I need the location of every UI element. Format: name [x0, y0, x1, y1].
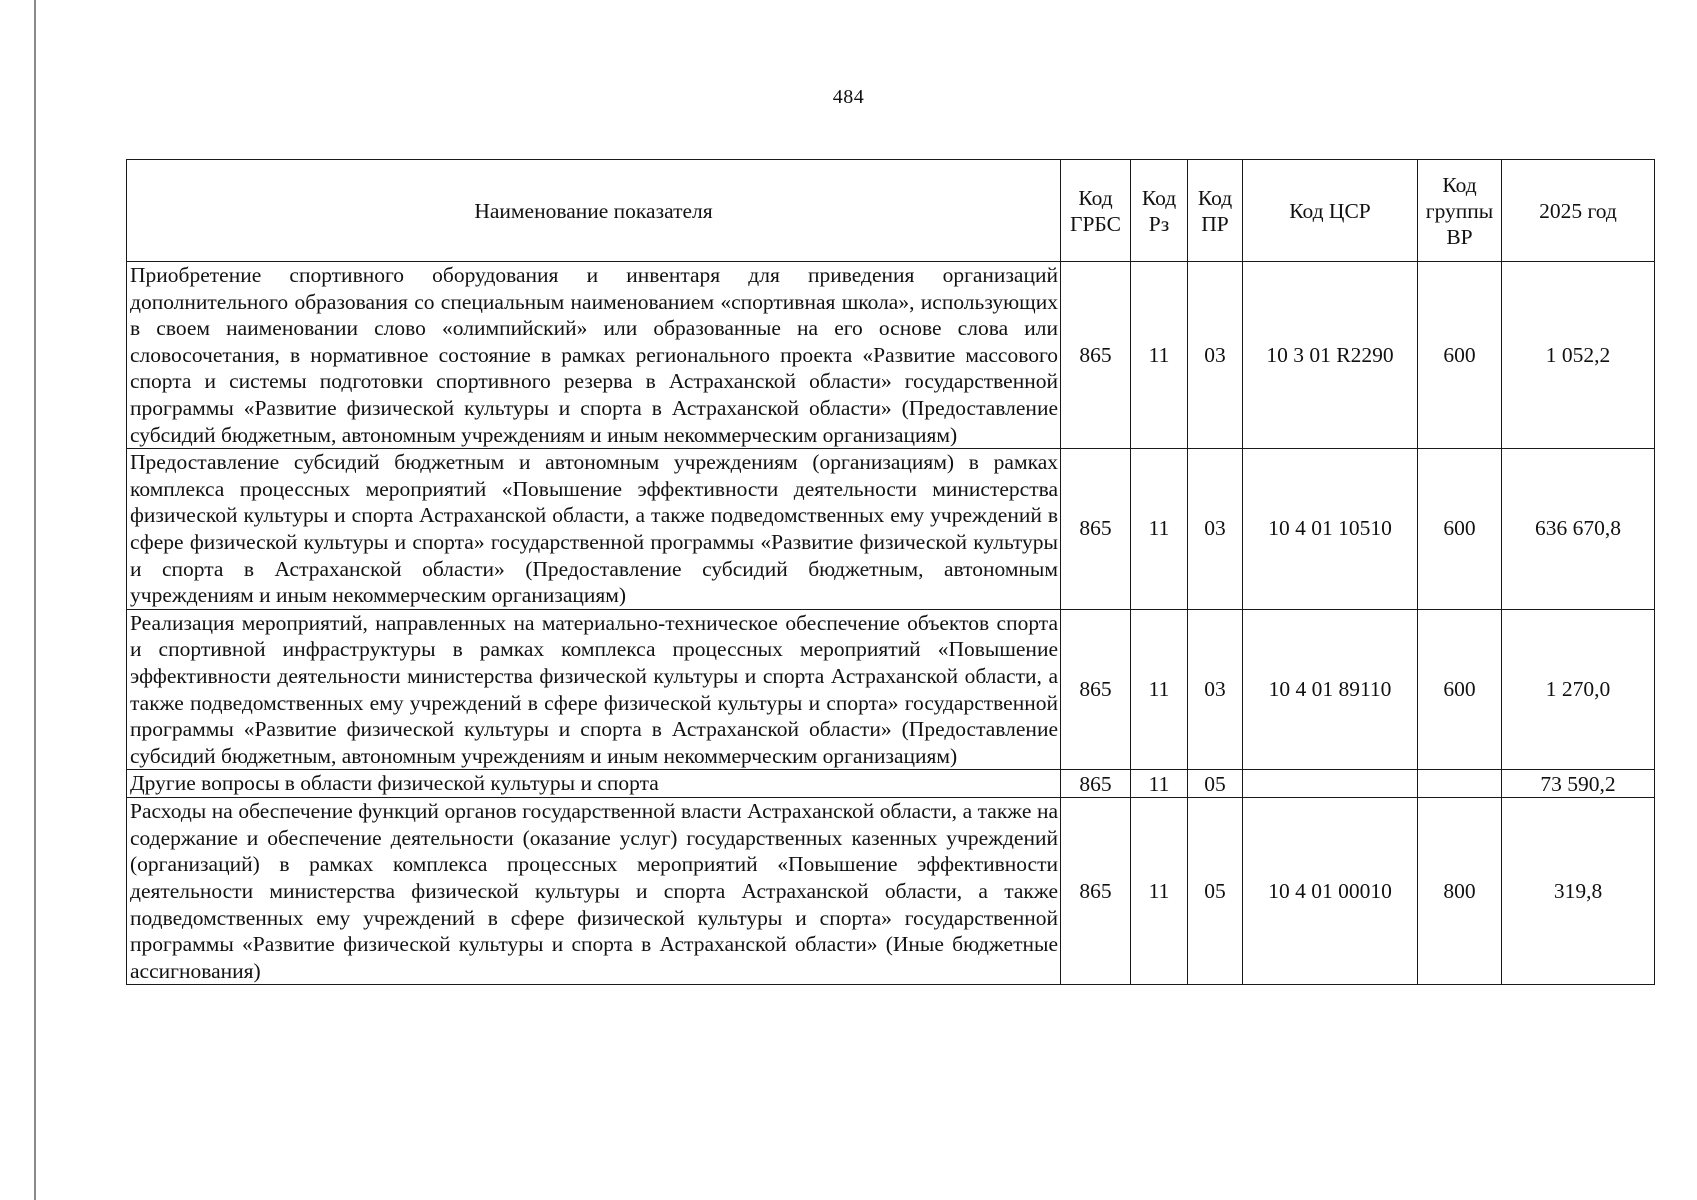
- header-name: Наименование показателя: [127, 160, 1061, 262]
- row-csr: 10 4 01 00010: [1243, 798, 1418, 985]
- row-name: Расходы на обеспечение функций органов государственной власти Астраханской области, а также на содержание и обеспечение деятельности (оказание услуг) государственных казенных учреждений (организаций) в рамках комплекса процессных мероприятий «Повышение эффективности деятельности министерства физической культуры и спорта Астраханской области, а также подведомственных ему учреждений в сфере физической культуры и спорта» государственной программы «Развитие физической культуры и спорта в Астраханской области» (Иные бюджетные ассигнования): [127, 798, 1061, 985]
- row-vr: 600: [1418, 609, 1502, 770]
- row-rz: 11: [1131, 798, 1188, 985]
- row-vr: 800: [1418, 798, 1502, 985]
- row-name: Приобретение спортивного оборудования и инвентаря для приведения организаций дополнительного образования со специальным наименованием «спортивная школа», использующих в своем наименовании слово «олимпийский» или образованные на его основе слова или словосочетания, в нормативное состояние в рамках регионального проекта «Развитие массового спорта и системы подготовки спортивного резерва в Астраханской области» государственной программы «Развитие физической культуры и спорта в Астраханской области» (Предоставление субсидий бюджетным, автономным учреждениям и иным некоммерческим организациям): [127, 262, 1061, 449]
- row-amount: 636 670,8: [1502, 449, 1655, 610]
- row-grbs: 865: [1061, 770, 1131, 798]
- row-rz: 11: [1131, 449, 1188, 610]
- row-csr: 10 4 01 10510: [1243, 449, 1418, 610]
- header-csr: Код ЦСР: [1243, 160, 1418, 262]
- row-csr: [1243, 770, 1418, 798]
- row-vr: [1418, 770, 1502, 798]
- row-pr: 03: [1188, 262, 1243, 449]
- row-csr: 10 3 01 R2290: [1243, 262, 1418, 449]
- row-csr: 10 4 01 89110: [1243, 609, 1418, 770]
- row-rz: 11: [1131, 770, 1188, 798]
- table-header-row: [127, 160, 1655, 262]
- row-grbs: 865: [1061, 262, 1131, 449]
- row-pr: 05: [1188, 770, 1243, 798]
- header-grbs: Код ГРБС: [1061, 160, 1131, 262]
- header-vr: Код группы ВР: [1418, 160, 1502, 262]
- table-row: [127, 770, 1655, 798]
- row-amount: 1 270,0: [1502, 609, 1655, 770]
- table-row: [127, 609, 1655, 770]
- row-amount: 319,8: [1502, 798, 1655, 985]
- row-amount: 73 590,2: [1502, 770, 1655, 798]
- header-pr: Код ПР: [1188, 160, 1243, 262]
- row-pr: 03: [1188, 449, 1243, 610]
- row-vr: 600: [1418, 449, 1502, 610]
- row-pr: 03: [1188, 609, 1243, 770]
- row-name: Другие вопросы в области физической культуры и спорта: [127, 770, 1061, 798]
- header-year: 2025 год: [1502, 160, 1655, 262]
- row-grbs: 865: [1061, 449, 1131, 610]
- row-grbs: 865: [1061, 798, 1131, 985]
- page-number: 484: [832, 86, 865, 108]
- scan-edge-line: [34, 0, 36, 1200]
- budget-table: [126, 159, 1655, 985]
- table-row: [127, 798, 1655, 985]
- table-row: [127, 262, 1655, 449]
- row-rz: 11: [1131, 609, 1188, 770]
- row-rz: 11: [1131, 262, 1188, 449]
- row-amount: 1 052,2: [1502, 262, 1655, 449]
- row-pr: 05: [1188, 798, 1243, 985]
- row-name: Реализация мероприятий, направленных на материально-техническое обеспечение объектов спорта и спортивной инфраструктуры в рамках комплекса процессных мероприятий «Повышение эффективности деятельности министерства физической культуры и спорта Астраханской области, а также подведомственных ему учреждений в сфере физической культуры и спорта» государственной программы «Развитие физической культуры и спорта в Астраханской области» (Предоставление субсидий бюджетным, автономным учреждениям и иным некоммерческим организациям): [127, 609, 1061, 770]
- row-name: Предоставление субсидий бюджетным и автономным учреждениям (организациям) в рамках комплекса процессных мероприятий «Повышение эффективности деятельности министерства физической культуры и спорта Астраханской области, а также подведомственных ему учреждений в сфере физической культуры и спорта» государственной программы «Развитие физической культуры и спорта в Астраханской области» (Предоставление субсидий бюджетным, автономным учреждениям и иным некоммерческим организациям): [127, 449, 1061, 610]
- header-rz: Код Рз: [1131, 160, 1188, 262]
- row-grbs: 865: [1061, 609, 1131, 770]
- row-vr: 600: [1418, 262, 1502, 449]
- table-row: [127, 449, 1655, 610]
